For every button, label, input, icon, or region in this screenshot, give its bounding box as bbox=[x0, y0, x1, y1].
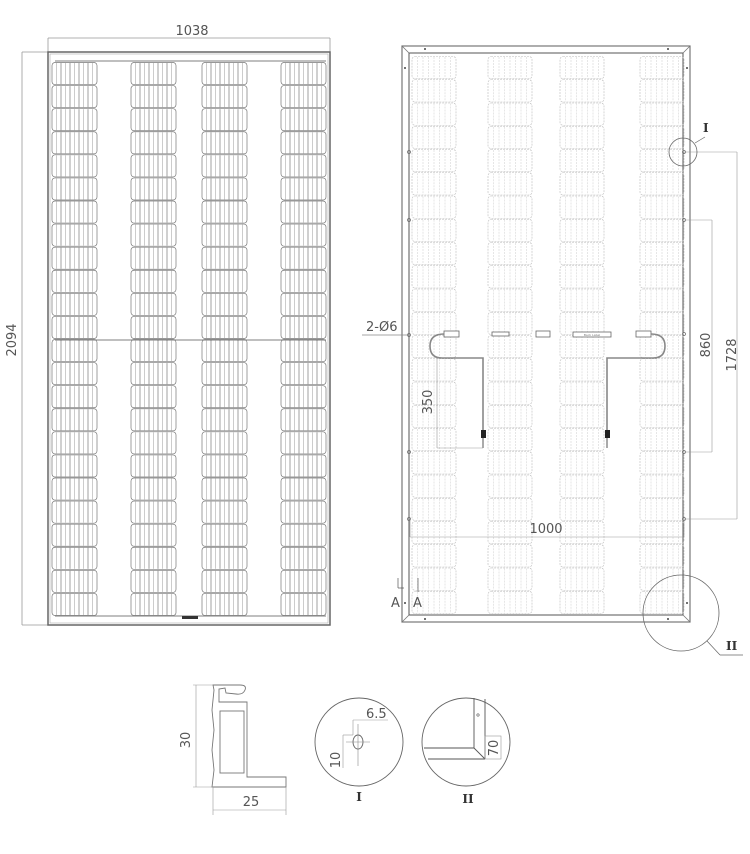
back-view bbox=[362, 46, 743, 655]
connector-left bbox=[481, 430, 486, 438]
profile-height-label: 30 bbox=[179, 731, 194, 749]
connector-right bbox=[605, 430, 610, 438]
detail-ii-view bbox=[422, 698, 510, 806]
front-height-label: 2094 bbox=[5, 323, 20, 357]
frame-section-profile bbox=[193, 685, 286, 815]
back-label-text: Back Label bbox=[583, 333, 601, 337]
detail-ii-callout bbox=[643, 575, 719, 651]
detail-i-view bbox=[315, 698, 403, 804]
detail-ii-title: II bbox=[462, 792, 474, 806]
front-view bbox=[5, 24, 330, 625]
span-860-label: 860 bbox=[699, 332, 714, 358]
junction-box-left bbox=[444, 331, 459, 337]
profile-width-label: 25 bbox=[242, 795, 260, 810]
junction-box-center-left bbox=[492, 332, 509, 336]
section-a-left: A bbox=[391, 596, 400, 611]
detail-i-title: I bbox=[356, 790, 362, 804]
front-width-label: 1038 bbox=[175, 24, 209, 39]
hole-offset-label: 10 bbox=[329, 751, 344, 769]
front-junction-mark bbox=[182, 616, 198, 619]
span-1728-label: 1728 bbox=[725, 338, 740, 372]
hole-callout-label: 2-Ø6 bbox=[366, 320, 398, 335]
width-1000-label: 1000 bbox=[529, 522, 563, 537]
junction-box-center bbox=[536, 331, 550, 337]
corner-dim-label: 70 bbox=[487, 739, 502, 757]
detail-i-marker: I bbox=[703, 121, 709, 135]
detail-ii-marker: II bbox=[726, 639, 738, 653]
section-a-right: A bbox=[413, 596, 422, 611]
hole-width-label: 6.5 bbox=[366, 707, 387, 722]
cable-length-label: 350 bbox=[421, 389, 436, 415]
junction-box-right bbox=[636, 331, 651, 337]
front-cell-grid bbox=[52, 63, 326, 616]
